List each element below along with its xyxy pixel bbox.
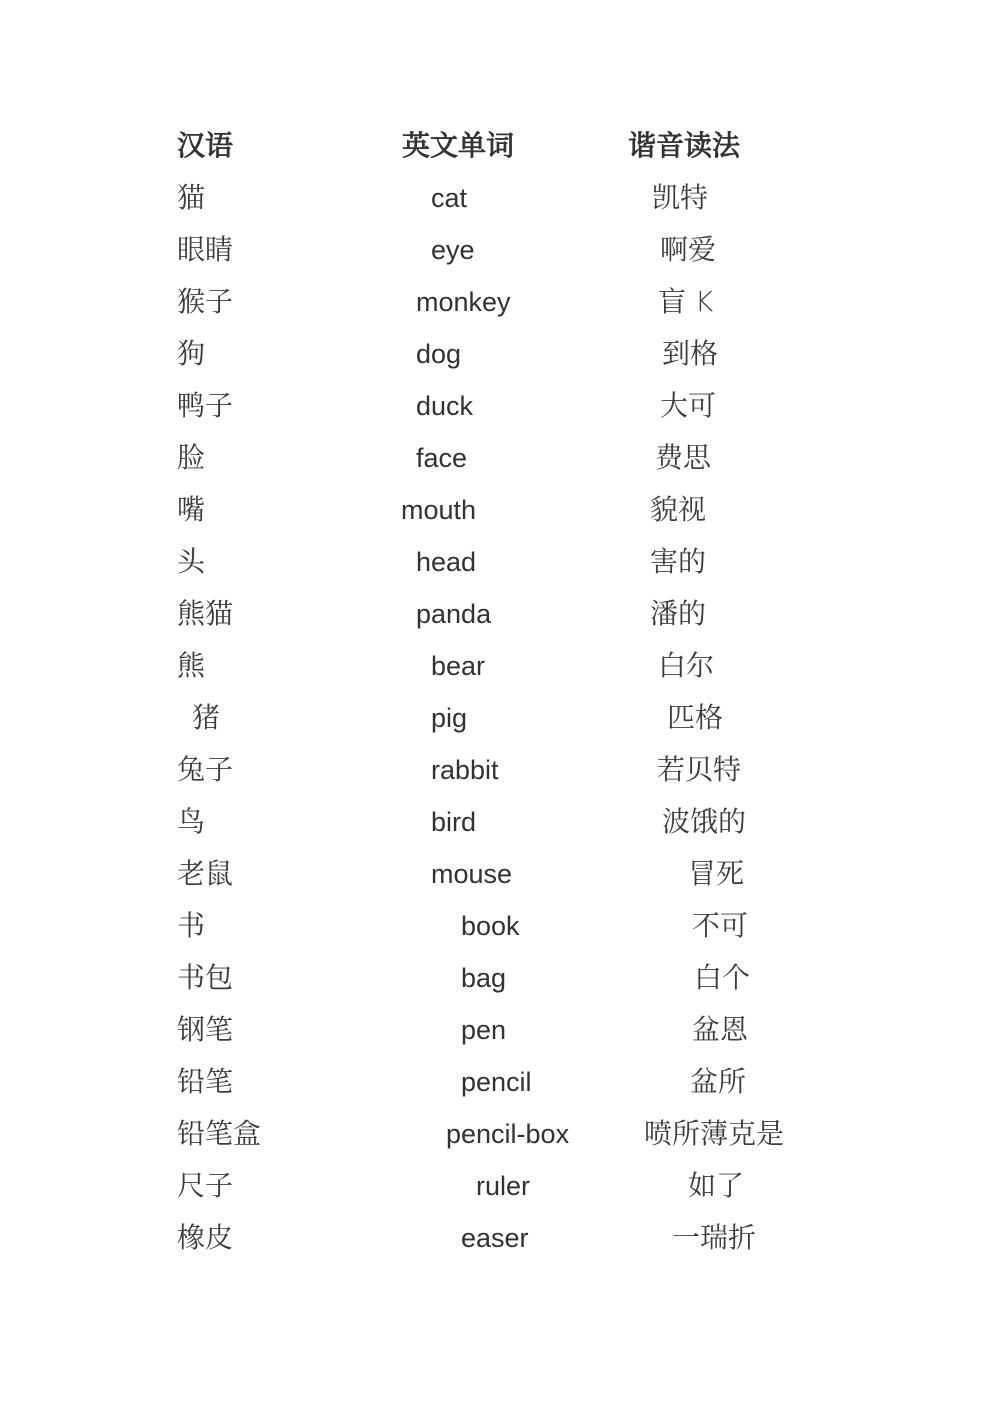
table-row [0,224,993,276]
table-row [0,432,993,484]
cell-chinese: 猪 [192,701,221,734]
cell-homophone: 盲 K [658,285,714,318]
cell-homophone: 貌视 [650,493,707,526]
table-row [0,692,993,744]
cell-chinese: 眼睛 [177,233,234,266]
cell-chinese: 狗 [177,337,206,370]
table-row [0,588,993,640]
cell-chinese: 猫 [177,181,206,214]
cell-chinese: 脸 [177,441,206,474]
cell-english: cat [431,183,468,213]
table-row [0,172,993,224]
cell-chinese: 熊 [177,649,206,682]
vocab-table [0,120,993,1264]
cell-homophone: 如了 [688,1169,745,1202]
table-row [0,1108,993,1160]
table-row [0,848,993,900]
cell-chinese: 铅笔 [177,1065,234,1098]
cell-english: pencil-box [446,1119,570,1149]
cell-chinese: 书包 [177,961,234,994]
cell-chinese: 鸟 [177,805,206,838]
table-row [0,900,993,952]
cell-english: pencil [461,1067,532,1097]
cell-english: mouth [401,495,477,525]
cell-homophone: 白个 [694,961,751,994]
table-row [0,380,993,432]
cell-homophone: 费思 [655,441,712,474]
cell-homophone: 不可 [692,909,749,942]
table-row [0,1056,993,1108]
cell-english: eye [431,235,475,265]
cell-english: pen [461,1015,507,1045]
cell-homophone: 若贝特 [657,753,742,786]
cell-english: easer [461,1223,529,1253]
table-row [0,328,993,380]
header-english: 英文单词 [402,129,515,162]
table-body [0,172,993,1264]
table-row [0,484,993,536]
cell-english: duck [416,391,474,421]
table-row [0,1212,993,1264]
cell-english: panda [416,599,492,629]
cell-chinese: 猴子 [177,285,234,318]
cell-chinese: 铅笔盒 [177,1117,262,1150]
cell-chinese: 兔子 [177,753,234,786]
cell-homophone: 冒死 [688,857,745,890]
cell-english: bear [431,651,486,681]
cell-chinese: 钢笔 [177,1013,234,1046]
cell-homophone: 潘的 [650,597,707,630]
cell-chinese: 书 [177,909,206,942]
cell-english: face [416,443,468,473]
cell-chinese: 鸭子 [177,389,234,422]
cell-english: bag [461,963,507,993]
cell-homophone: 一瑞折 [672,1221,757,1254]
table-row [0,536,993,588]
cell-english: rabbit [431,755,499,785]
cell-chinese: 熊猫 [177,597,234,630]
cell-homophone: 白尔 [658,649,715,682]
table-row [0,1004,993,1056]
cell-english: ruler [476,1171,531,1201]
cell-english: mouse [431,859,513,889]
cell-homophone: 啊爱 [660,233,717,266]
table-row [0,1160,993,1212]
cell-english: bird [431,807,477,837]
cell-homophone: 害的 [650,545,707,578]
cell-chinese: 橡皮 [177,1221,234,1254]
cell-english: head [416,547,477,577]
cell-homophone: 凯特 [652,181,709,214]
cell-chinese: 老鼠 [177,857,234,890]
cell-homophone: 波饿的 [662,805,747,838]
cell-chinese: 嘴 [177,493,206,526]
cell-chinese: 尺子 [177,1169,234,1202]
table-row [0,744,993,796]
header-chinese: 汉语 [177,129,234,162]
table-row [0,640,993,692]
cell-homophone: 盆所 [690,1065,747,1098]
cell-homophone: 匹格 [667,701,724,734]
table-row [0,952,993,1004]
cell-homophone: 大可 [660,389,717,422]
table-header [0,120,993,172]
header-homophone: 谐音读法 [628,129,741,162]
cell-english: book [461,911,520,941]
table-row [0,796,993,848]
cell-homophone: 喷所薄克是 [644,1117,785,1150]
cell-english: monkey [416,287,511,317]
table-row [0,276,993,328]
cell-english: dog [416,339,462,369]
cell-homophone: 盆恩 [692,1013,749,1046]
cell-chinese: 头 [177,545,206,578]
cell-homophone: 到格 [662,337,719,370]
cell-english: pig [431,703,468,733]
